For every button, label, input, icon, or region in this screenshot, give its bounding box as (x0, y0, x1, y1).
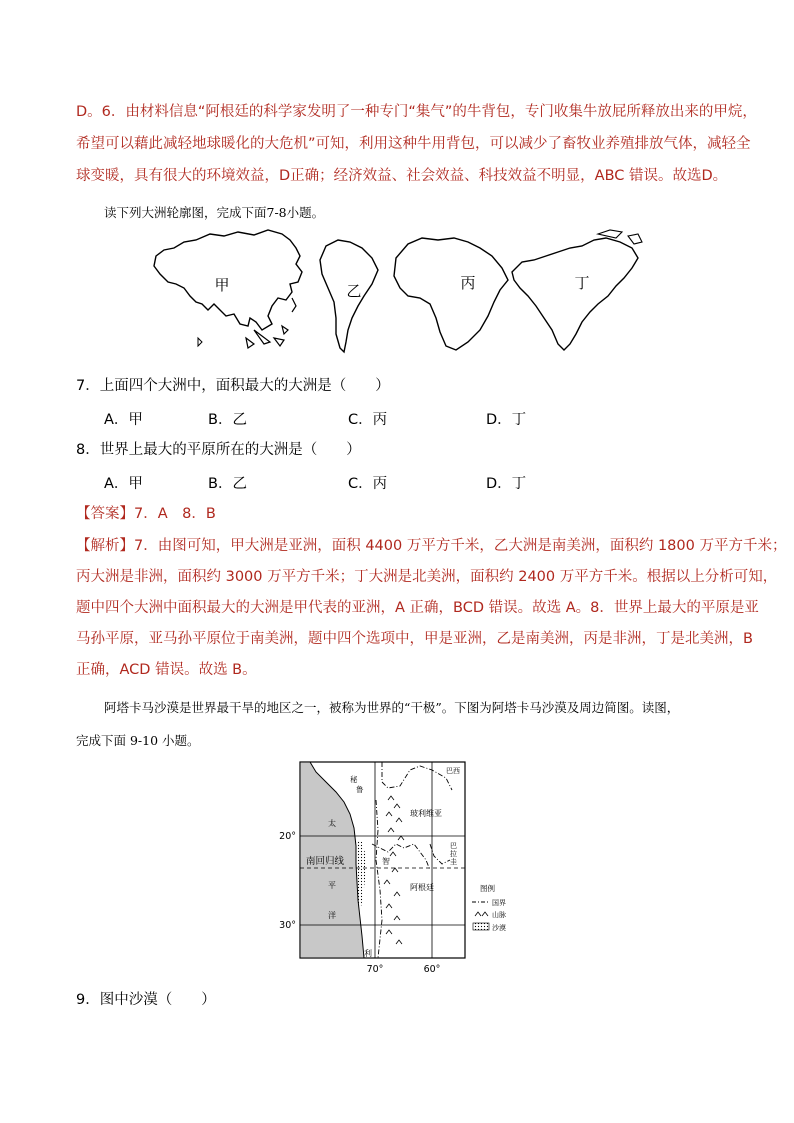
peru-label-1: 秘 (350, 775, 358, 784)
explain6-line1: D。6．由材料信息“阿根廷的科学家发明了一种专门“集气”的牛背包，专门收集牛放屁所释放出来的甲烷， (76, 104, 757, 120)
q7-option-d: D．丁 (486, 412, 527, 428)
q7-option-b: B．乙 (208, 412, 247, 428)
analysis-line3: 题中四个大洲中面积最大的大洲是甲代表的亚洲，A 正确，BCD 错误。故选 A。8．世界上最大的平原是亚 (76, 600, 759, 616)
map-legend (472, 883, 506, 932)
paraguay-label-2: 拉 (450, 850, 457, 858)
lat-label-30: 30° (279, 920, 296, 931)
question-9-stem: 9．图中沙漠（ ） (76, 992, 216, 1008)
answer-tag: 【答案】 (76, 506, 134, 522)
argentina-label: 阿根廷 (410, 883, 434, 892)
continent-label-bing: 丙 (460, 274, 476, 292)
legend-title: 图例 (480, 884, 495, 893)
analysis-line4: 马孙平原，亚马孙平原位于南美洲，题中四个选项中，甲是亚洲，乙是南美洲，丙是非洲，丁是北美洲，B (76, 631, 753, 647)
legend-item-border: 国界 (492, 899, 506, 907)
continent-outline-figure (150, 226, 645, 360)
question-7-stem: 7．上面四个大洲中，面积最大的大洲是（ ） (76, 378, 390, 394)
bolivia-label: 玻利维亚 (410, 809, 442, 818)
q7-option-a: A．甲 (104, 412, 143, 428)
answer-text: 7．A 8．B (134, 506, 216, 522)
q8-option-a: A．甲 (104, 476, 143, 492)
paraguay-label-1: 巴 (450, 842, 457, 850)
q8-option-c: C．丙 (348, 476, 388, 492)
lat-label-20: 20° (279, 831, 296, 842)
lon-label-70: 70° (366, 964, 384, 975)
peru-label-2: 鲁 (356, 785, 364, 794)
legend-item-mountain: 山脉 (492, 911, 506, 919)
explain6-line3: 球变暖，具有很大的环境效益，D正确；经济效益、社会效益、科技效益不明显，ABC 错误。故选D。 (76, 168, 728, 184)
analysis-line1: 【解析】7．由图可知，甲大洲是亚洲，面积 4400 万平方千米，乙大洲是南美洲，面积约 1800 万平方千米； (76, 538, 787, 554)
intro-7-8: 读下列大洲轮廓图，完成下面7-8小题。 (104, 205, 325, 220)
north-america-outline (512, 238, 638, 350)
tropic-label: 南回归线 (306, 856, 345, 867)
ocean-char-1: 太 (328, 819, 336, 828)
q7-option-c: C．丙 (348, 412, 388, 428)
paraguay-label-3: 圭 (450, 858, 457, 866)
analysis-tag: 【解析】 (76, 538, 134, 554)
chile-label-zhi: 智 (382, 857, 390, 866)
continent-label-ding: 丁 (574, 274, 590, 292)
q8-option-d: D．丁 (486, 476, 527, 492)
ocean-char-2: 平 (328, 881, 336, 890)
analysis-line5: 正确，ACD 错误。故选 B。 (76, 662, 257, 678)
ocean-char-3: 洋 (328, 911, 336, 920)
explain6-line2: 希望可以藉此减轻地球暖化的大危机”可知，利用这种牛用背包，可以减少了畜牧业养殖排放气体，减轻全 (76, 136, 751, 152)
atacama-map (270, 760, 510, 978)
brazil-label: 巴西 (446, 767, 460, 775)
continent-label-jia: 甲 (214, 276, 230, 294)
analysis-line2: 丙大洲是非洲，面积约 3000 万平方千米；丁大洲是北美洲，面积约 2400 万平方千米。根据以上分析可知， (76, 569, 778, 585)
question-8-stem: 8．世界上最大的平原所在的大洲是（ ） (76, 442, 361, 458)
q8-option-b: B．乙 (208, 476, 247, 492)
africa-outline (394, 238, 508, 350)
continent-label-yi: 乙 (346, 282, 362, 300)
legend-item-desert: 沙漠 (492, 924, 506, 932)
intro-9-10-line1: 阿塔卡马沙漠是世界最干旱的地区之一，被称为世界的“干极”。下图为阿塔卡马沙漠及周边简图。读图， (104, 700, 680, 715)
chile-label-li: 利 (364, 949, 372, 958)
lon-label-60: 60° (423, 964, 441, 975)
intro-9-10-line2: 完成下面 9-10 小题。 (76, 733, 200, 748)
answer-line (76, 504, 216, 524)
